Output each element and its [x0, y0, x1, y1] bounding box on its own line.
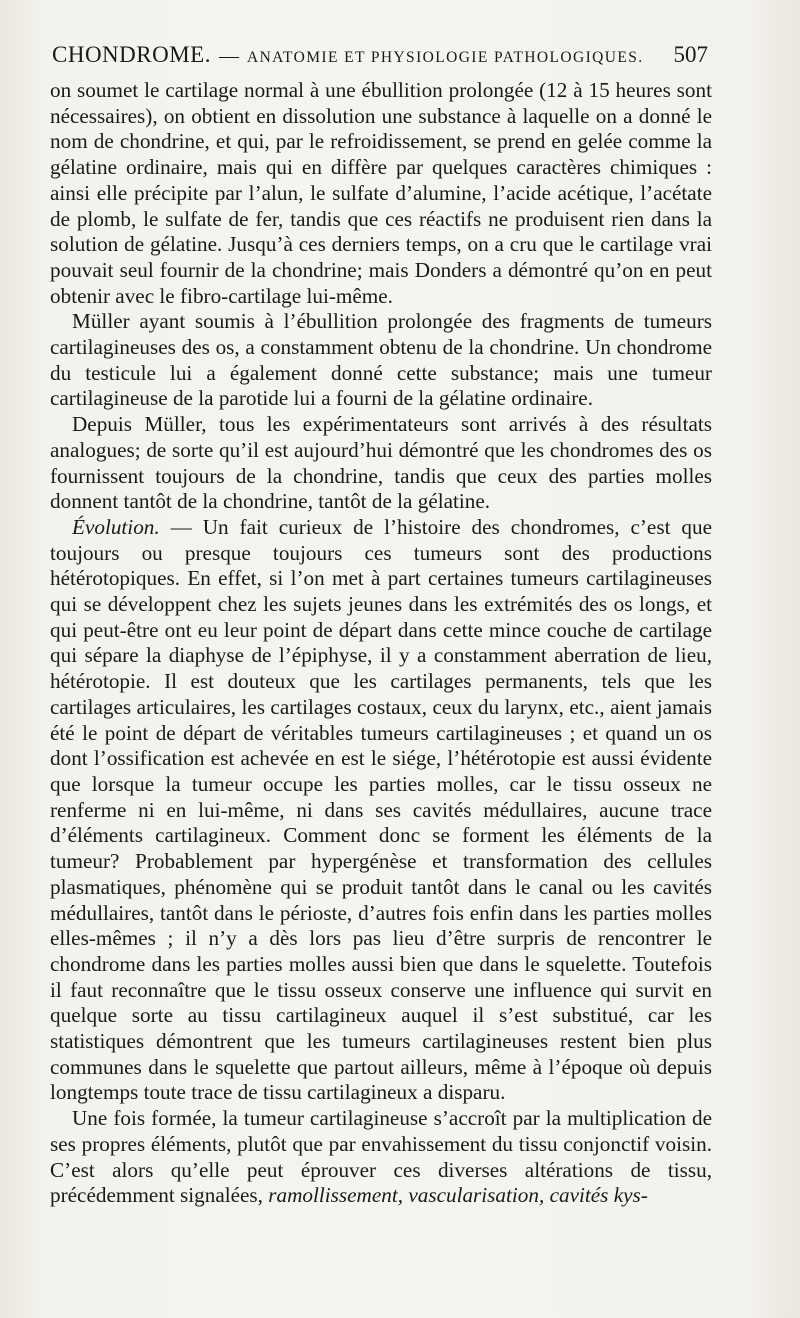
paragraph-italic-terms: ramollissement, vascularisation, cavités kys- — [268, 1183, 648, 1208]
paragraph-evolution — [50, 515, 712, 1106]
page-number: 507 — [673, 42, 708, 67]
paragraph-continuation — [50, 78, 712, 309]
title-dash: — — [218, 45, 239, 67]
paragraph-text: on soumet le cartilage normal à une ébullition prolongée (12 à 15 heures sont nécessaires), on obtient en dissolution une substance à laquelle on a donné le nom de chondrine, et qui, par le refroidissement, se prend en gelée comme la gélatine ordinaire, mais qui en diffère par quelques caractères chimiques : ainsi elle précipite par l’alun, le sulfate d’alumine, l’acide acétique, l’acétate de plomb, le sulfate de fer, tandis que ces réactifs ne produisent rien dans la solution de gélatine. Jusqu’à ces derniers temps, on a cru que le cartilage vrai pouvait seul fournir de la chondrine; mais Donders a démontré qu’on en peut obtenir avec le fibro-cartilage lui-même. — [50, 78, 712, 308]
paragraph-text: Une fois formée, la tumeur cartilagineuse s’accroît par la multiplication de ses propres éléments, plutôt que par envahissement du tissu conjonctif voisin. C’est alors qu’elle peut éprouver ces diverses altérations de tissu, précédemment signalées, — [50, 1106, 712, 1208]
paragraph-text: — Un fait curieux de l’histoire des chondromes, c’est que toujours ou presque toujours ces tumeurs sont des productions hétérotopiques. En effet, si l’on met à part certaines tumeurs cartilagineuses qui se développent chez les sujets jeunes dans les extrémités des os longs, et qui peut-être ont eu leur point de départ dans cette mince couche de cartilage qui sépare la diaphyse de l’épiphyse, il y a constamment aberration de lieu, hétérotopie. Il est douteux que les cartilages permanents, tels que les cartilages articulaires, les cartilages costaux, ceux du larynx, etc., aient jamais été le point de départ de véritables tumeurs cartilagineuses ; et quand un os dont l’ossification est achevée en est le siége, l’hétérotopie est aussi évidente que lorsque la tumeur occupe les parties molles, car le tissu osseux ne renferme ni en lui-même, ni dans ses cavités médullaires, aucune trace d’éléments cartilagineux. Comment donc se forment les éléments de la tumeur? Probablement par hypergénèse et transformation des cellules plasmatiques, phénomène qui se produit tantôt dans le canal ou les cavités médullaires, tantôt dans le périoste, d’autres fois enfin dans les parties molles elles-mêmes ; il n’y a dès lors pas lieu d’être surpris de rencontrer le chondrome dans les parties molles aussi bien que dans le squelette. Toutefois il faut reconnaître que le tissu osseux conserve une influence qui survit en quelque sorte au tissu cartilagineux auquel il s’est substitué, car les statistiques démontrent que les tumeurs cartilagineuses restent bien plus communes dans le squelette que partout ailleurs, même à l’époque où depuis longtemps toute trace de tissu cartilagineux a disparu. — [50, 514, 712, 1105]
running-title: CHONDROME. — [52, 42, 211, 67]
paragraph-tumeur-formee — [50, 1106, 712, 1209]
paragraph-text: Müller ayant soumis à l’ébullition prolongée des fragments de tumeurs cartilagineuses des os, a constamment obtenu de la chondrine. Un chondrome du testicule lui a également donné cette substance; mais une tumeur cartilagineuse de la parotide lui a fourni de la gélatine ordinaire. — [50, 309, 712, 411]
running-header — [52, 42, 708, 68]
paragraph-depuis-muller — [50, 412, 712, 515]
body-text — [50, 78, 712, 1209]
section-lead-evolution: Évolution. — [72, 514, 160, 539]
paragraph-text: Depuis Müller, tous les expérimentateurs sont arrivés à des résultats analogues; de sorte qu’il est aujourd’hui démontré que les chondromes des os fournissent toujours de la chondrine, tandis que ceux des parties molles donnent tantôt de la chondrine, tantôt de la gélatine. — [50, 412, 712, 514]
paragraph-muller — [50, 309, 712, 412]
running-subtitle: ANATOMIE ET PHYSIOLOGIE PATHOLOGIQUES. — [246, 49, 644, 66]
